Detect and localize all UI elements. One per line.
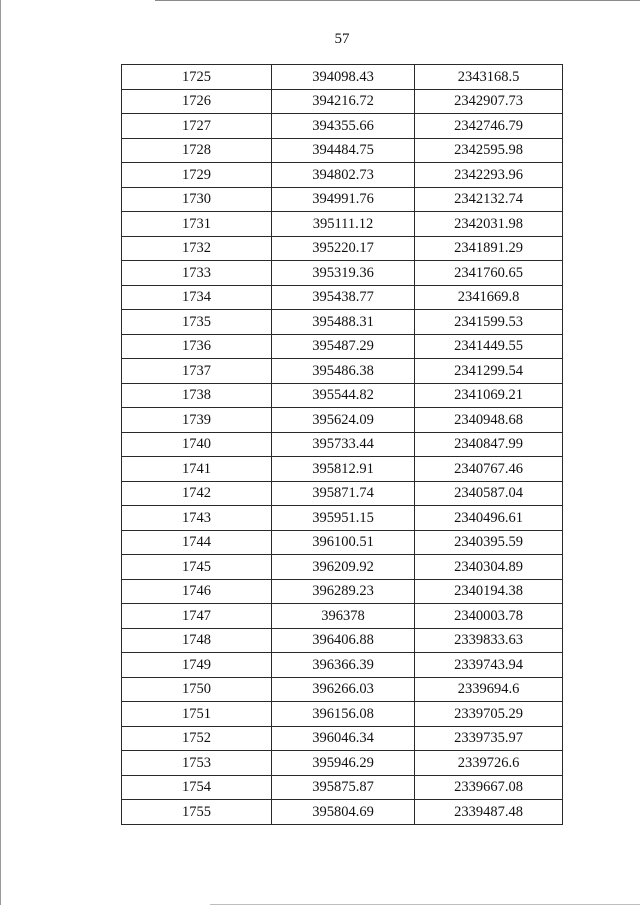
scan-edge-left [0, 0, 1, 905]
point-number-cell: 1752 [122, 726, 272, 751]
x-coordinate-cell: 395319.36 [272, 261, 415, 286]
point-number-cell: 1741 [122, 457, 272, 482]
y-coordinate-cell: 2339726.6 [415, 751, 563, 776]
point-number-cell: 1747 [122, 604, 272, 629]
y-coordinate-cell: 2341669.8 [415, 285, 563, 310]
y-coordinate-cell: 2341449.55 [415, 334, 563, 359]
point-number-cell: 1744 [122, 530, 272, 555]
point-number-cell: 1738 [122, 383, 272, 408]
table-row [122, 579, 563, 604]
point-number-cell: 1736 [122, 334, 272, 359]
y-coordinate-cell: 2342132.74 [415, 187, 563, 212]
y-coordinate-cell: 2339833.63 [415, 628, 563, 653]
table-row [122, 751, 563, 776]
table-row [122, 212, 563, 237]
y-coordinate-cell: 2340496.61 [415, 506, 563, 531]
x-coordinate-cell: 396378 [272, 604, 415, 629]
point-number-cell: 1733 [122, 261, 272, 286]
y-coordinate-cell: 2340003.78 [415, 604, 563, 629]
x-coordinate-cell: 394991.76 [272, 187, 415, 212]
point-number-cell: 1748 [122, 628, 272, 653]
point-number-cell: 1737 [122, 359, 272, 384]
table-row [122, 163, 563, 188]
x-coordinate-cell: 395812.91 [272, 457, 415, 482]
table-row [122, 628, 563, 653]
x-coordinate-cell: 395486.38 [272, 359, 415, 384]
table-row [122, 408, 563, 433]
point-number-cell: 1732 [122, 236, 272, 261]
x-coordinate-cell: 395875.87 [272, 775, 415, 800]
y-coordinate-cell: 2340767.46 [415, 457, 563, 482]
y-coordinate-cell: 2340194.38 [415, 579, 563, 604]
table-row [122, 334, 563, 359]
y-coordinate-cell: 2342907.73 [415, 89, 563, 114]
table-row [122, 114, 563, 139]
coordinates-table-body [122, 65, 563, 825]
point-number-cell: 1734 [122, 285, 272, 310]
x-coordinate-cell: 396366.39 [272, 653, 415, 678]
point-number-cell: 1731 [122, 212, 272, 237]
table-row [122, 653, 563, 678]
x-coordinate-cell: 394216.72 [272, 89, 415, 114]
point-number-cell: 1730 [122, 187, 272, 212]
x-coordinate-cell: 395733.44 [272, 432, 415, 457]
table-row [122, 261, 563, 286]
x-coordinate-cell: 396046.34 [272, 726, 415, 751]
point-number-cell: 1745 [122, 555, 272, 580]
table-row [122, 604, 563, 629]
table-row [122, 359, 563, 384]
x-coordinate-cell: 395111.12 [272, 212, 415, 237]
y-coordinate-cell: 2340395.59 [415, 530, 563, 555]
x-coordinate-cell: 395544.82 [272, 383, 415, 408]
table-row [122, 65, 563, 90]
y-coordinate-cell: 2339487.48 [415, 800, 563, 825]
y-coordinate-cell: 2341760.65 [415, 261, 563, 286]
y-coordinate-cell: 2340304.89 [415, 555, 563, 580]
x-coordinate-cell: 395488.31 [272, 310, 415, 335]
x-coordinate-cell: 394802.73 [272, 163, 415, 188]
table-row [122, 187, 563, 212]
y-coordinate-cell: 2341069.21 [415, 383, 563, 408]
y-coordinate-cell: 2340948.68 [415, 408, 563, 433]
point-number-cell: 1728 [122, 138, 272, 163]
y-coordinate-cell: 2340847.99 [415, 432, 563, 457]
y-coordinate-cell: 2339694.6 [415, 677, 563, 702]
x-coordinate-cell: 394355.66 [272, 114, 415, 139]
y-coordinate-cell: 2340587.04 [415, 481, 563, 506]
y-coordinate-cell: 2342031.98 [415, 212, 563, 237]
coordinates-table [121, 64, 563, 825]
x-coordinate-cell: 395487.29 [272, 334, 415, 359]
table-row [122, 506, 563, 531]
table-row [122, 236, 563, 261]
point-number-cell: 1726 [122, 89, 272, 114]
y-coordinate-cell: 2341599.53 [415, 310, 563, 335]
table-row [122, 726, 563, 751]
table-row [122, 285, 563, 310]
table-row [122, 310, 563, 335]
y-coordinate-cell: 2339743.94 [415, 653, 563, 678]
point-number-cell: 1743 [122, 506, 272, 531]
x-coordinate-cell: 396266.03 [272, 677, 415, 702]
x-coordinate-cell: 394098.43 [272, 65, 415, 90]
y-coordinate-cell: 2342746.79 [415, 114, 563, 139]
table-row [122, 383, 563, 408]
x-coordinate-cell: 395946.29 [272, 751, 415, 776]
x-coordinate-cell: 396156.08 [272, 702, 415, 727]
y-coordinate-cell: 2343168.5 [415, 65, 563, 90]
point-number-cell: 1746 [122, 579, 272, 604]
point-number-cell: 1725 [122, 65, 272, 90]
x-coordinate-cell: 396100.51 [272, 530, 415, 555]
point-number-cell: 1753 [122, 751, 272, 776]
x-coordinate-cell: 395951.15 [272, 506, 415, 531]
point-number-cell: 1739 [122, 408, 272, 433]
y-coordinate-cell: 2341299.54 [415, 359, 563, 384]
table-row [122, 775, 563, 800]
x-coordinate-cell: 394484.75 [272, 138, 415, 163]
table-row [122, 481, 563, 506]
x-coordinate-cell: 396209.92 [272, 555, 415, 580]
table-row [122, 800, 563, 825]
point-number-cell: 1751 [122, 702, 272, 727]
x-coordinate-cell: 396406.88 [272, 628, 415, 653]
table-row [122, 555, 563, 580]
point-number-cell: 1742 [122, 481, 272, 506]
x-coordinate-cell: 395220.17 [272, 236, 415, 261]
point-number-cell: 1740 [122, 432, 272, 457]
table-row [122, 432, 563, 457]
x-coordinate-cell: 395438.77 [272, 285, 415, 310]
x-coordinate-cell: 395804.69 [272, 800, 415, 825]
x-coordinate-cell: 395624.09 [272, 408, 415, 433]
point-number-cell: 1750 [122, 677, 272, 702]
point-number-cell: 1755 [122, 800, 272, 825]
y-coordinate-cell: 2342293.96 [415, 163, 563, 188]
x-coordinate-cell: 396289.23 [272, 579, 415, 604]
table-row [122, 702, 563, 727]
table-row [122, 89, 563, 114]
table-row [122, 530, 563, 555]
y-coordinate-cell: 2339705.29 [415, 702, 563, 727]
y-coordinate-cell: 2339667.08 [415, 775, 563, 800]
point-number-cell: 1754 [122, 775, 272, 800]
table-row [122, 138, 563, 163]
point-number-cell: 1735 [122, 310, 272, 335]
point-number-cell: 1729 [122, 163, 272, 188]
page-number: 57 [334, 31, 350, 47]
point-number-cell: 1727 [122, 114, 272, 139]
y-coordinate-cell: 2342595.98 [415, 138, 563, 163]
x-coordinate-cell: 395871.74 [272, 481, 415, 506]
point-number-cell: 1749 [122, 653, 272, 678]
table-row [122, 457, 563, 482]
y-coordinate-cell: 2341891.29 [415, 236, 563, 261]
scan-edge-top [155, 0, 640, 1]
table-row [122, 677, 563, 702]
y-coordinate-cell: 2339735.97 [415, 726, 563, 751]
